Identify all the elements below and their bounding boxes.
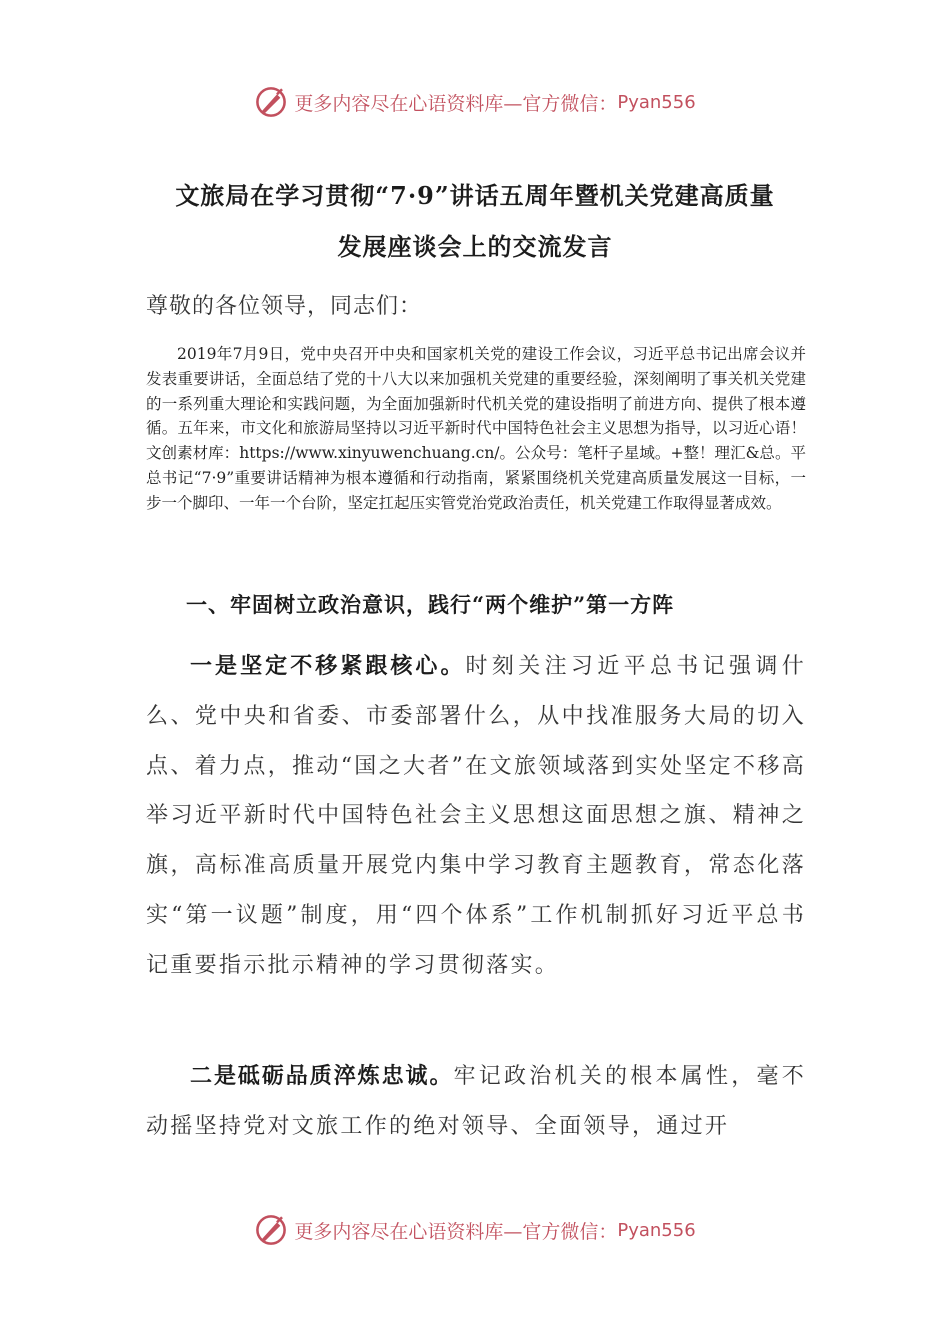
paragraph-2-lead: 二是砥砺品质淬炼忠诚。	[190, 1063, 454, 1089]
banner-account: Pyan556	[617, 1219, 696, 1241]
intro-paragraph: 2019年7月9日，党中央召开中央和国家机关党的建设工作会议，习近平总书记出席会议并发表重要讲话，全面总结了党的十八大以来加强机关党建的重要经验，深刻阐明了事关机关党建的一系列重大理论和实践问题，为全面加强新时代机关党的建设指明了前进方向、提供了根本遵循。五年来，市文化和旅游局坚持以习近平新时代中国特色社会主义思想为指导，以习近心语！文创素材库：https://www.xinyuwenchuang.cn/。公众号：笔杆子星域。+整！理汇&总。平总书记“7·9”重要讲话精神为根本遵循和行动指南，紧紧围绕机关党建高质量发展这一目标，一步一个脚印、一年一个台阶，坚定扛起压实管党治党政治责任，机关党建工作取得显著成效。	[146, 345, 806, 512]
paragraph-1-body: 时刻关注习近平总书记强调什么、党中央和省委、市委部署什么，从中找准服务大局的切入点、着力点，推动“国之大者”在文旅领域落到实处坚定不移高举习近平新时代中国特色社会主义思想这面思想之旗、精神之旗，高标准高质量开展党内集中学习教育主题教育，常态化落实“第一议题”制度，用“四个体系”工作机制抓好习近平总书记重要指示批示精神的学习贯彻落实。	[146, 654, 806, 978]
header-watermark-banner	[0, 82, 950, 122]
paragraph-1	[146, 642, 806, 991]
section-heading-1: 一、牢固树立政治意识，践行“两个维护”第一方阵	[186, 592, 675, 617]
footer-watermark-banner	[0, 1210, 950, 1250]
paragraph-2-body: 牢记政治机关的根本属性，毫不动摇坚持党对文旅工作的绝对领导、全面领导，通过开	[146, 1064, 806, 1139]
paragraph-1-lead: 一是坚定不移紧跟核心。	[190, 653, 466, 679]
banner-separator: —官方微信：	[503, 92, 618, 115]
paragraph-2	[146, 1052, 806, 1152]
document-title-line-1: 文旅局在学习贯彻“7·9”讲话五周年暨机关党建高质量	[175, 181, 775, 210]
salutation: 尊敬的各位领导，同志们：	[146, 294, 423, 319]
banner-separator: —官方微信：	[503, 1220, 618, 1243]
banner-text: 更多内容尽在心语资料库	[294, 92, 504, 115]
document-title-line-2: 发展座谈会上的交流发言	[337, 232, 613, 261]
pen-logo-icon	[254, 1213, 288, 1247]
banner-text: 更多内容尽在心语资料库	[294, 1220, 504, 1243]
banner-account: Pyan556	[617, 91, 696, 113]
pen-logo-icon	[254, 85, 288, 119]
